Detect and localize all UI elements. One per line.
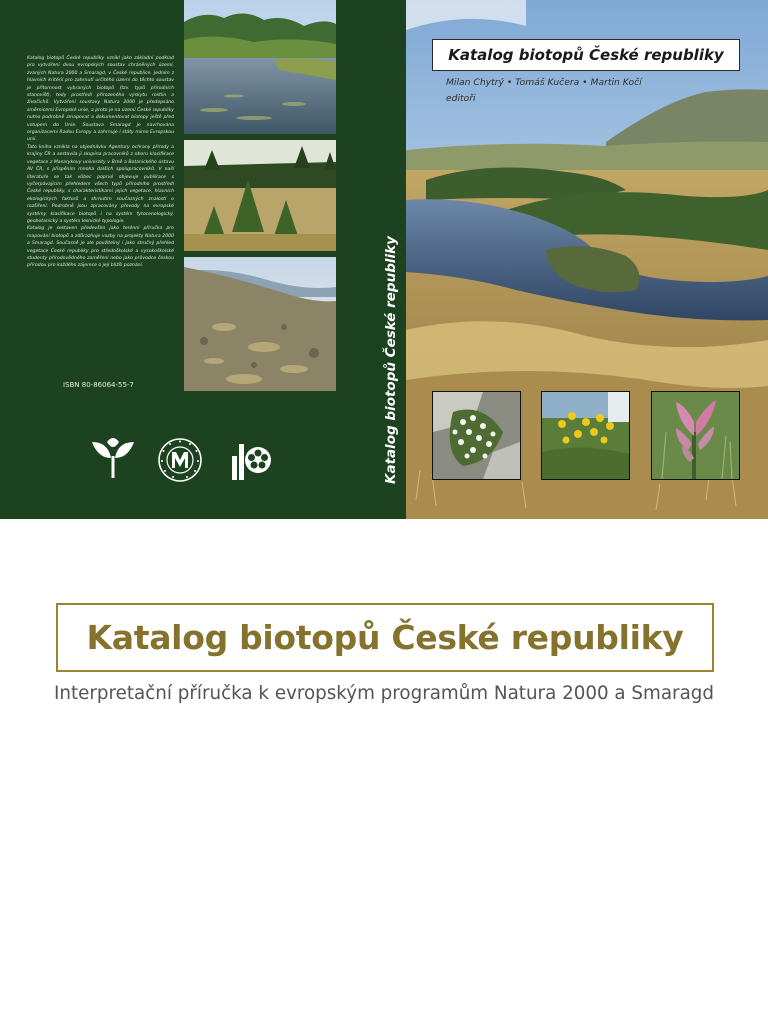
blurb-paragraph: Tato kniha vznikla na objednávku Agentury ochrany přírody a krajiny ČR a sestavila ji skupina pracovníků z oboru klasifikace vegetace z Masarykovy univerzity v Brně a Botanického ústavu AV ČR, s přispěním mnoha dalších spolupracovníků. V naší literatuře se tak vůbec poprvé objevuje publikace s vyčerpávajícím přehledem všech typů přírodního prostředí České republiky, s charakteristikami jejich vegetace, hlavních ekologických faktorů a shrnutím současných znalostí o rozšíření. Podrobně jsou zpracovány převody na evropské systémy klasifikace biotopů i na systém fytocenologický, geobotanický a systém lesnické typologie. xyxy=(27,144,174,224)
blurb-paragraph: Katalog je sestaven především jako terénní příručka pro mapování biotopů a zdůrazňuje vazby na projekty Natura 2000 a Smaragd. Současně je ale použitelný i jako stručný přehled vegetace České republiky pro středoškolské a vysokoškolské studenty přírodovědného zaměření nebo jako průvodce českou přírodou pro každého zájemce o její bližší poznání. xyxy=(27,226,174,269)
spine-title: Katalog biotopů České republiky xyxy=(383,236,399,484)
isbn-number: ISBN 80-86064-55-7 xyxy=(63,381,134,389)
photo-yellow-flowers xyxy=(541,391,630,480)
main-title: Katalog biotopů České republiky xyxy=(86,618,684,657)
flower-logo-icon xyxy=(230,438,274,486)
main-title-box xyxy=(56,603,714,672)
front-title: Katalog biotopů České republiky xyxy=(448,46,724,64)
editors-label: editoři xyxy=(446,93,476,104)
photo-rocky-slope xyxy=(184,257,336,391)
front-title-box xyxy=(432,39,740,71)
back-cover xyxy=(0,0,406,519)
back-cover-blurb xyxy=(27,55,174,270)
photo-white-flowers xyxy=(432,391,521,480)
photo-mountain-lake xyxy=(184,0,336,134)
subtitle: Interpretační příručka k evropským programům Natura 2000 a Smaragd xyxy=(54,683,714,704)
leaf-logo-icon xyxy=(90,436,136,484)
authors: Milan Chytrý • Tomáš Kučera • Martin Kočí xyxy=(446,77,642,88)
front-cover xyxy=(406,0,768,519)
university-seal-icon xyxy=(157,437,203,487)
blurb-paragraph: Katalog biotopů České republiky vznikl jako základní podklad pro vytváření dvou evropských soustav chráněných území, zvaných Natura 2000 a Smaragd, v České republice. Jedním z hlavních kritérií pro zahrnutí určitého území do těchto soustav je přítomnost vybraných biotopů (tzv. typů přírodních stanovišť), tedy prostředí přirozeného výskytu rostlin a živočichů. Vytváření soustavy Natura 2000 je předepsáno směrnicemi Evropské unie, a proto je na území České republiky nutno podrobně zmapovat a dokumentovat biotopy ještě před vstupem do Unie. Soustava Smaragd je navrhována organizacemi Radou Evropy a zahrnuje i státy mimo Evropskou unii. xyxy=(27,56,174,143)
photo-pink-flower xyxy=(651,391,740,480)
photo-spruce-meadow xyxy=(184,140,336,251)
